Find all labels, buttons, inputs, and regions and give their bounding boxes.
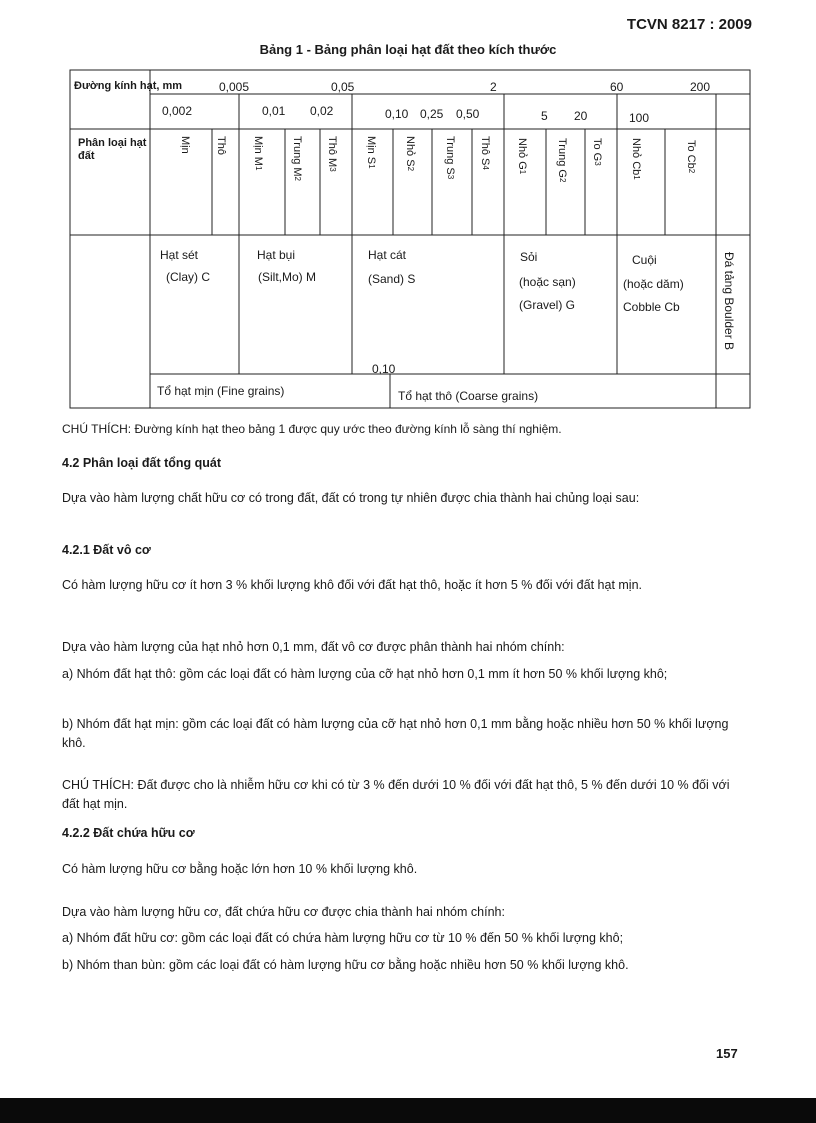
label-tho-m: Thô M3 bbox=[326, 136, 338, 172]
tick-200: 200 bbox=[690, 80, 711, 94]
section-4-2-title: 4.2 Phân loại đất tổng quát bbox=[62, 456, 222, 470]
tick-0002: 0,002 bbox=[162, 104, 193, 118]
coarse-grains-label: Tổ hạt thô (Coarse grains) bbox=[398, 389, 539, 403]
tick-5: 5 bbox=[541, 109, 548, 123]
group-silt-2: (Silt,Mo) M bbox=[258, 270, 316, 284]
group-cobble-2: (hoặc dăm) bbox=[623, 277, 684, 291]
tick-002: 0,02 bbox=[310, 104, 334, 118]
fine-grains-label: Tổ hạt mịn (Fine grains) bbox=[157, 384, 285, 398]
tick-001: 0,01 bbox=[262, 104, 286, 118]
section-4-2-2-p4: b) Nhóm than bùn: gồm các loại đất có hàm lượng hữu cơ bằng hoặc nhiều hơn 50 % khối lượng khô. bbox=[62, 958, 629, 972]
label-to-g: To G3 bbox=[591, 138, 603, 166]
label-min-s: Mịn S1 bbox=[365, 136, 377, 169]
page-number: 157 bbox=[716, 1046, 738, 1061]
label-trung-m: Trung M2 bbox=[291, 136, 303, 181]
table-grid bbox=[0, 0, 816, 420]
label-min-m: Mịn M1 bbox=[252, 136, 264, 171]
label-tho: Thô bbox=[215, 136, 227, 155]
table-title: Bảng 1 - Bảng phân loại hạt đất theo kích thước bbox=[259, 42, 557, 57]
section-4-2-1-p3: a) Nhóm đất hạt thô: gồm các loại đất có hàm lượng của cỡ hạt nhỏ hơn 0,1 mm ít hơn 50 % khối lượng khô; bbox=[62, 667, 668, 681]
tick-2: 2 bbox=[490, 80, 497, 94]
group-gravel-2: (hoặc sạn) bbox=[519, 275, 576, 289]
group-silt-1: Hạt bụi bbox=[257, 248, 296, 262]
tick-60: 60 bbox=[610, 80, 624, 94]
group-gravel-1: Sỏi bbox=[520, 250, 538, 264]
section-4-2-1-note: CHÚ THÍCH: Đất được cho là nhiễm hữu cơ khi có từ 3 % đến dưới 10 % đối với đất hạt thô, 5 % đến dưới 10 % đối với đất hạt mịn. bbox=[62, 778, 730, 811]
section-4-2-2-p1: Có hàm lượng hữu cơ bằng hoặc lớn hơn 10 % khối lượng khô. bbox=[62, 862, 418, 876]
group-clay-1: Hạt sét bbox=[160, 248, 199, 262]
group-clay-2: (Clay) C bbox=[166, 270, 210, 284]
label-trung-g: Trung G2 bbox=[556, 138, 568, 183]
tick-050: 0,50 bbox=[456, 107, 480, 121]
label-to-cb: To Cb2 bbox=[685, 140, 697, 174]
tick-100: 100 bbox=[629, 111, 650, 125]
label-tho-s: Thô S4 bbox=[479, 136, 491, 170]
section-4-2-2-title: 4.2.2 Đất chứa hữu cơ bbox=[62, 826, 195, 840]
diameter-header: Đường kính hạt, mm bbox=[74, 80, 183, 92]
section-4-2-1-p2: Dựa vào hàm lượng của hạt nhỏ hơn 0,1 mm, đất vô cơ được phân thành hai nhóm chính: bbox=[62, 640, 565, 654]
scan-edge-bar bbox=[0, 1098, 816, 1123]
table-note: CHÚ THÍCH: Đường kính hạt theo bảng 1 được quy ước theo đường kính lỗ sàng thí nghiệm. bbox=[62, 422, 562, 436]
label-nho-s: Nhỏ S2 bbox=[404, 136, 416, 172]
split-value: 0,10 bbox=[372, 362, 396, 376]
group-sand-2: (Sand) S bbox=[368, 272, 416, 286]
group-cobble-1: Cuội bbox=[632, 253, 657, 267]
section-4-2-text: Dựa vào hàm lượng chất hữu cơ có trong đất, đất có trong tự nhiên được chia thành hai chủng loại sau: bbox=[62, 491, 640, 505]
tick-0005: 0,005 bbox=[219, 80, 250, 94]
classification-header: Phân loại hạt đất bbox=[78, 137, 147, 162]
group-cobble-3: Cobble Cb bbox=[623, 300, 680, 314]
group-gravel-3: (Gravel) G bbox=[519, 298, 576, 312]
tick-20: 20 bbox=[574, 109, 588, 123]
section-4-2-2-p3: a) Nhóm đất hữu cơ: gồm các loại đất có chứa hàm lượng hữu cơ từ 10 % đến 50 % khối lượng khô; bbox=[62, 931, 624, 945]
tick-010: 0,10 bbox=[385, 107, 409, 121]
standard-number: TCVN 8217 : 2009 bbox=[626, 16, 752, 33]
group-sand-1: Hạt cát bbox=[368, 248, 407, 262]
label-nho-g: Nhỏ G1 bbox=[516, 138, 528, 175]
label-nho-cb: Nhỏ Cb1 bbox=[630, 138, 642, 180]
section-4-2-1-p4: b) Nhóm đất hạt mịn: gồm các loại đất có hàm lượng của cỡ hạt nhỏ hơn 0,1 mm bằng hoặc nhiều hơn 50 % khối lượng khô. bbox=[62, 717, 729, 750]
group-boulder: Đá tảng Boulder B bbox=[722, 252, 736, 351]
section-4-2-1-title: 4.2.1 Đất vô cơ bbox=[62, 543, 151, 557]
label-min: Mịn bbox=[179, 136, 191, 154]
tick-005: 0,05 bbox=[331, 80, 355, 94]
tick-025: 0,25 bbox=[420, 107, 444, 121]
section-4-2-2-p2: Dựa vào hàm lượng hữu cơ, đất chứa hữu cơ được chia thành hai nhóm chính: bbox=[62, 905, 505, 919]
label-trung-s: Trung S3 bbox=[444, 136, 456, 180]
section-4-2-1-p1: Có hàm lượng hữu cơ ít hơn 3 % khối lượng khô đối với đất hạt thô, hoặc ít hơn 5 % đối với đất hạt mịn. bbox=[62, 578, 642, 592]
